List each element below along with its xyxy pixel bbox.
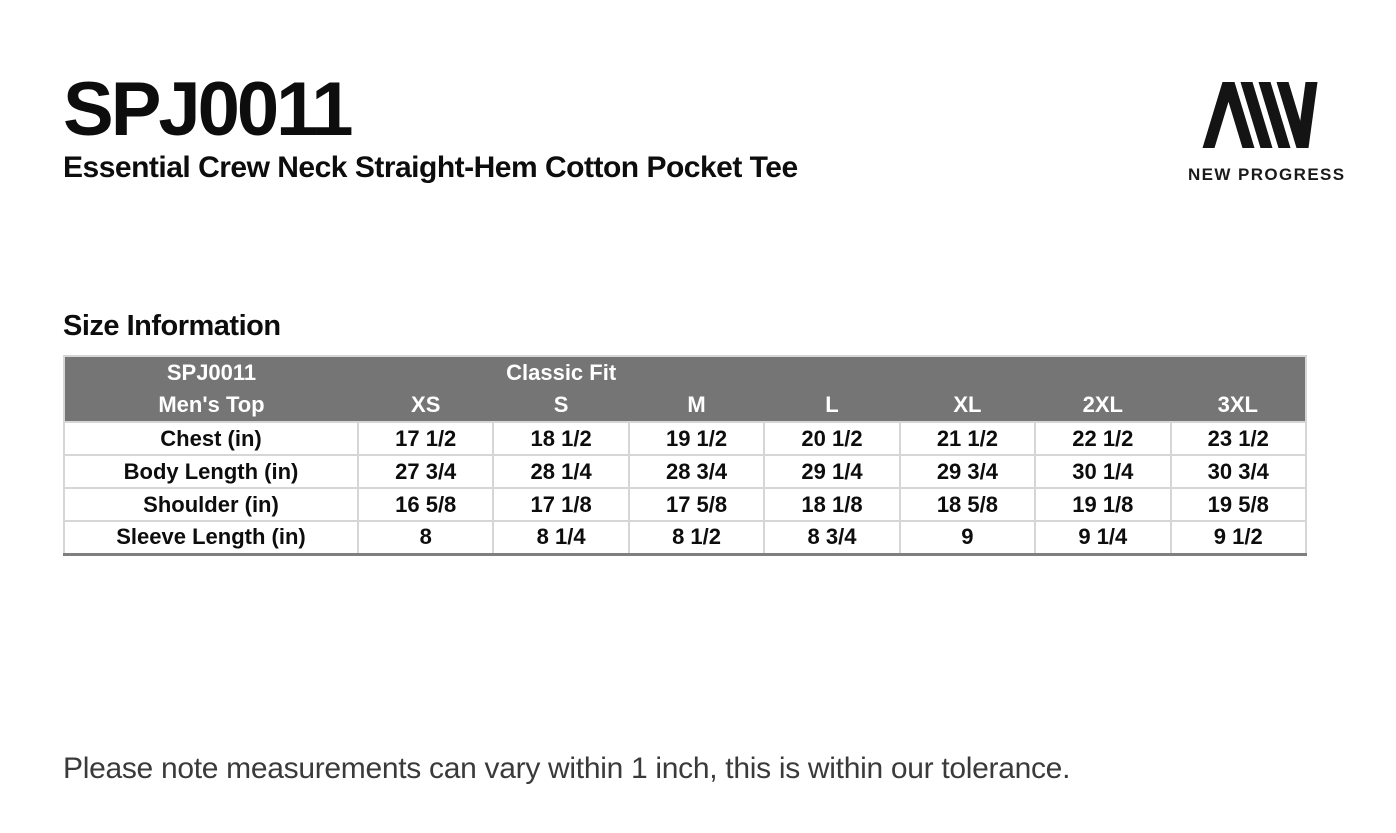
row-label-cell: Shoulder (in) (64, 488, 358, 521)
size-value-cell: 9 1/2 (1171, 521, 1306, 554)
table-row-chest (64, 422, 1306, 455)
product-name-subtitle: Essential Crew Neck Straight-Hem Cotton Pocket Tee (63, 151, 798, 184)
size-value-cell: 18 1/2 (493, 422, 628, 455)
row-label-cell: Sleeve Length (in) (64, 521, 358, 554)
empty-header-cell (1171, 356, 1306, 389)
table-header-row-sizes (64, 389, 1306, 422)
size-value-cell: 17 1/8 (493, 488, 628, 521)
header-product-code-cell: SPJ0011 (64, 356, 358, 389)
size-value-cell: 28 1/4 (493, 455, 628, 488)
size-value-cell: 30 1/4 (1035, 455, 1170, 488)
size-chart-table (63, 355, 1307, 556)
row-label-cell: Body Length (in) (64, 455, 358, 488)
size-header-cell-xs: XS (358, 389, 493, 422)
size-value-cell: 17 5/8 (629, 488, 764, 521)
fit-label-cell: Classic Fit (493, 356, 628, 389)
brand-logo-mark-icon (1202, 82, 1318, 148)
title-block (63, 67, 798, 184)
category-header-cell: Men's Top (64, 389, 358, 422)
size-value-cell: 8 1/4 (493, 521, 628, 554)
size-header-cell-m: M (629, 389, 764, 422)
empty-header-cell (358, 356, 493, 389)
size-value-cell: 8 3/4 (764, 521, 899, 554)
size-value-cell: 29 1/4 (764, 455, 899, 488)
size-value-cell: 20 1/2 (764, 422, 899, 455)
size-value-cell: 28 3/4 (629, 455, 764, 488)
size-value-cell: 17 1/2 (358, 422, 493, 455)
size-value-cell: 22 1/2 (1035, 422, 1170, 455)
size-header-cell-xl: XL (900, 389, 1035, 422)
size-value-cell: 19 1/2 (629, 422, 764, 455)
size-value-cell: 19 5/8 (1171, 488, 1306, 521)
size-value-cell: 9 1/4 (1035, 521, 1170, 554)
size-value-cell: 8 1/2 (629, 521, 764, 554)
size-header-cell-s: S (493, 389, 628, 422)
size-information-heading: Size Information (63, 310, 281, 342)
size-header-cell-3xl: 3XL (1171, 389, 1306, 422)
size-value-cell: 30 3/4 (1171, 455, 1306, 488)
empty-header-cell (900, 356, 1035, 389)
product-code-title: SPJ0011 (63, 67, 351, 152)
size-value-cell: 18 5/8 (900, 488, 1035, 521)
row-label-cell: Chest (in) (64, 422, 358, 455)
empty-header-cell (1035, 356, 1170, 389)
empty-header-cell (629, 356, 764, 389)
brand-logo (1188, 82, 1346, 185)
size-header-cell-l: L (764, 389, 899, 422)
table-header-row-fit (64, 356, 1306, 389)
size-value-cell: 27 3/4 (358, 455, 493, 488)
size-value-cell: 19 1/8 (1035, 488, 1170, 521)
size-value-cell: 16 5/8 (358, 488, 493, 521)
size-value-cell: 18 1/8 (764, 488, 899, 521)
size-value-cell: 8 (358, 521, 493, 554)
table-row-sleeve-length (64, 521, 1306, 554)
table-row-shoulder (64, 488, 1306, 521)
size-value-cell: 23 1/2 (1171, 422, 1306, 455)
tolerance-note: Please note measurements can vary within 1 inch, this is within our tolerance. (63, 752, 1071, 785)
size-value-cell: 21 1/2 (900, 422, 1035, 455)
table-row-body-length (64, 455, 1306, 488)
size-value-cell: 29 3/4 (900, 455, 1035, 488)
brand-name: NEW PROGRESS (1188, 165, 1346, 184)
size-header-cell-2xl: 2XL (1035, 389, 1170, 422)
empty-header-cell (764, 356, 899, 389)
size-value-cell: 9 (900, 521, 1035, 554)
